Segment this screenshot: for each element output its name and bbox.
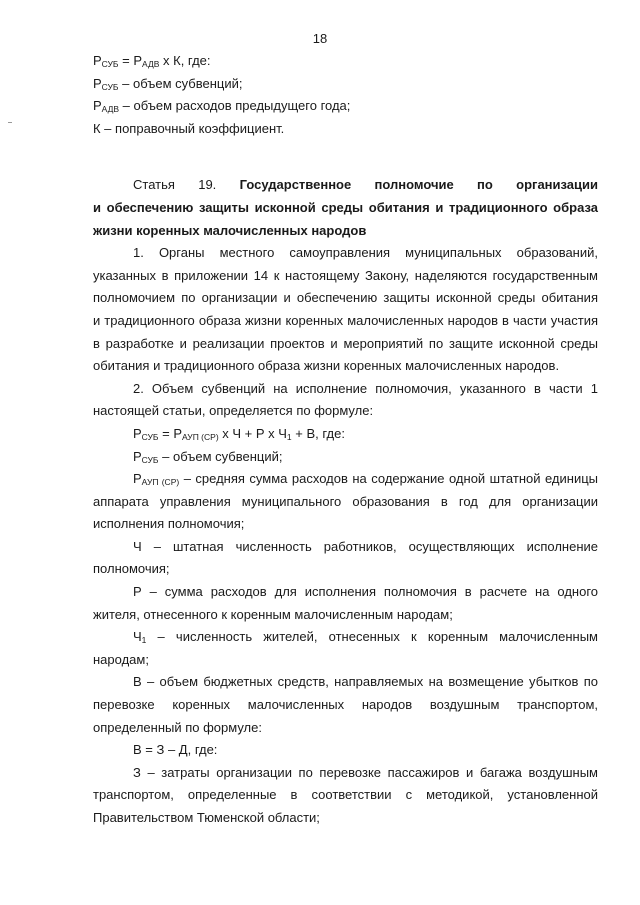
definition-previous-year-expenses: $Р_{АДВ}$ – объем расходов предыдущего года; <box>93 98 351 115</box>
definition-transport-costs: З – затраты организации по перевозке пассажиров и багажа воздушным транспортом, определенные в соответствии с методикой, установленной Правительством Тюменской области; <box>93 764 598 825</box>
definition-budget-funds: В – объем бюджетных средств, направляемых на возмещение убытков по перевозке коренных малочисленных народов воздушным транспортом, определенный по формуле: <box>93 674 598 735</box>
article-title-line1: Государственное полномочие по организации <box>239 177 599 193</box>
paragraph-1: 1. Органы местного самоуправления муниципальных образований, указанных в приложении 14 к настоящему Закону, наделяются государственным полномочием по организации и обеспечению защиты исконной среды обитания и традиционного образа жизни коренных малочисленных народов в части участия в разработке и реализации проектов и мероприятий по защите исконной среды обитания и традиционного образа жизни коренных малочисленных народов. <box>93 245 598 374</box>
definition-staff-number: Ч – штатная численность работников, осуществляющих исполнение полномочия; <box>93 538 598 577</box>
document-body <box>93 50 598 830</box>
definition-subsidy-volume-2: $Р_{СУБ}$ – объем субвенций; <box>133 448 283 465</box>
paragraph-2: 2. Объем субвенций на исполнение полномочия, указанного в части 1 настоящей статьи, определяется по формуле: <box>93 380 598 419</box>
article-label: Статья 19. <box>133 177 217 193</box>
article-19-heading <box>93 174 598 242</box>
definition-average-expenses: $Р_{АУП (СР)}$ – средняя сумма расходов на содержание одной штатной единицы аппарата управления муниципального образования в год для организации исполнения полномочия; <box>93 471 598 532</box>
definition-expenses-per-resident: Р – сумма расходов для исполнения полномочия в расчете на одного жителя, отнесенного к коренным малочисленным народам; <box>93 584 598 622</box>
article-title-line2: и обеспечению защиты исконной среды обитания и традиционного образа <box>93 199 598 215</box>
article-title-line3: жизни коренных малочисленных народов <box>93 222 367 238</box>
definition-number-of-residents: $Ч_1$ – численность жителей, отнесенных к коренным малочисленным народам; <box>93 629 598 667</box>
formula-budget-funds: В = З – Д, где: <box>133 742 218 758</box>
formula-subsidy-previous-year: $Р_{СУБ} = Р_{АДВ}$ х К, где: <box>93 53 211 69</box>
page-number: 18 <box>312 31 328 46</box>
formula-subsidy-volume: $Р_{СУБ} = Р_{АУП (СР)}$ х Ч + Р х $Ч_1 + В$, где: <box>133 425 345 442</box>
definition-subsidy-volume: $Р_{СУБ}$ – объем субвенций; <box>93 75 243 92</box>
scan-mark <box>8 122 12 123</box>
definition-correction-coefficient: К – поправочный коэффициент. <box>93 120 285 136</box>
